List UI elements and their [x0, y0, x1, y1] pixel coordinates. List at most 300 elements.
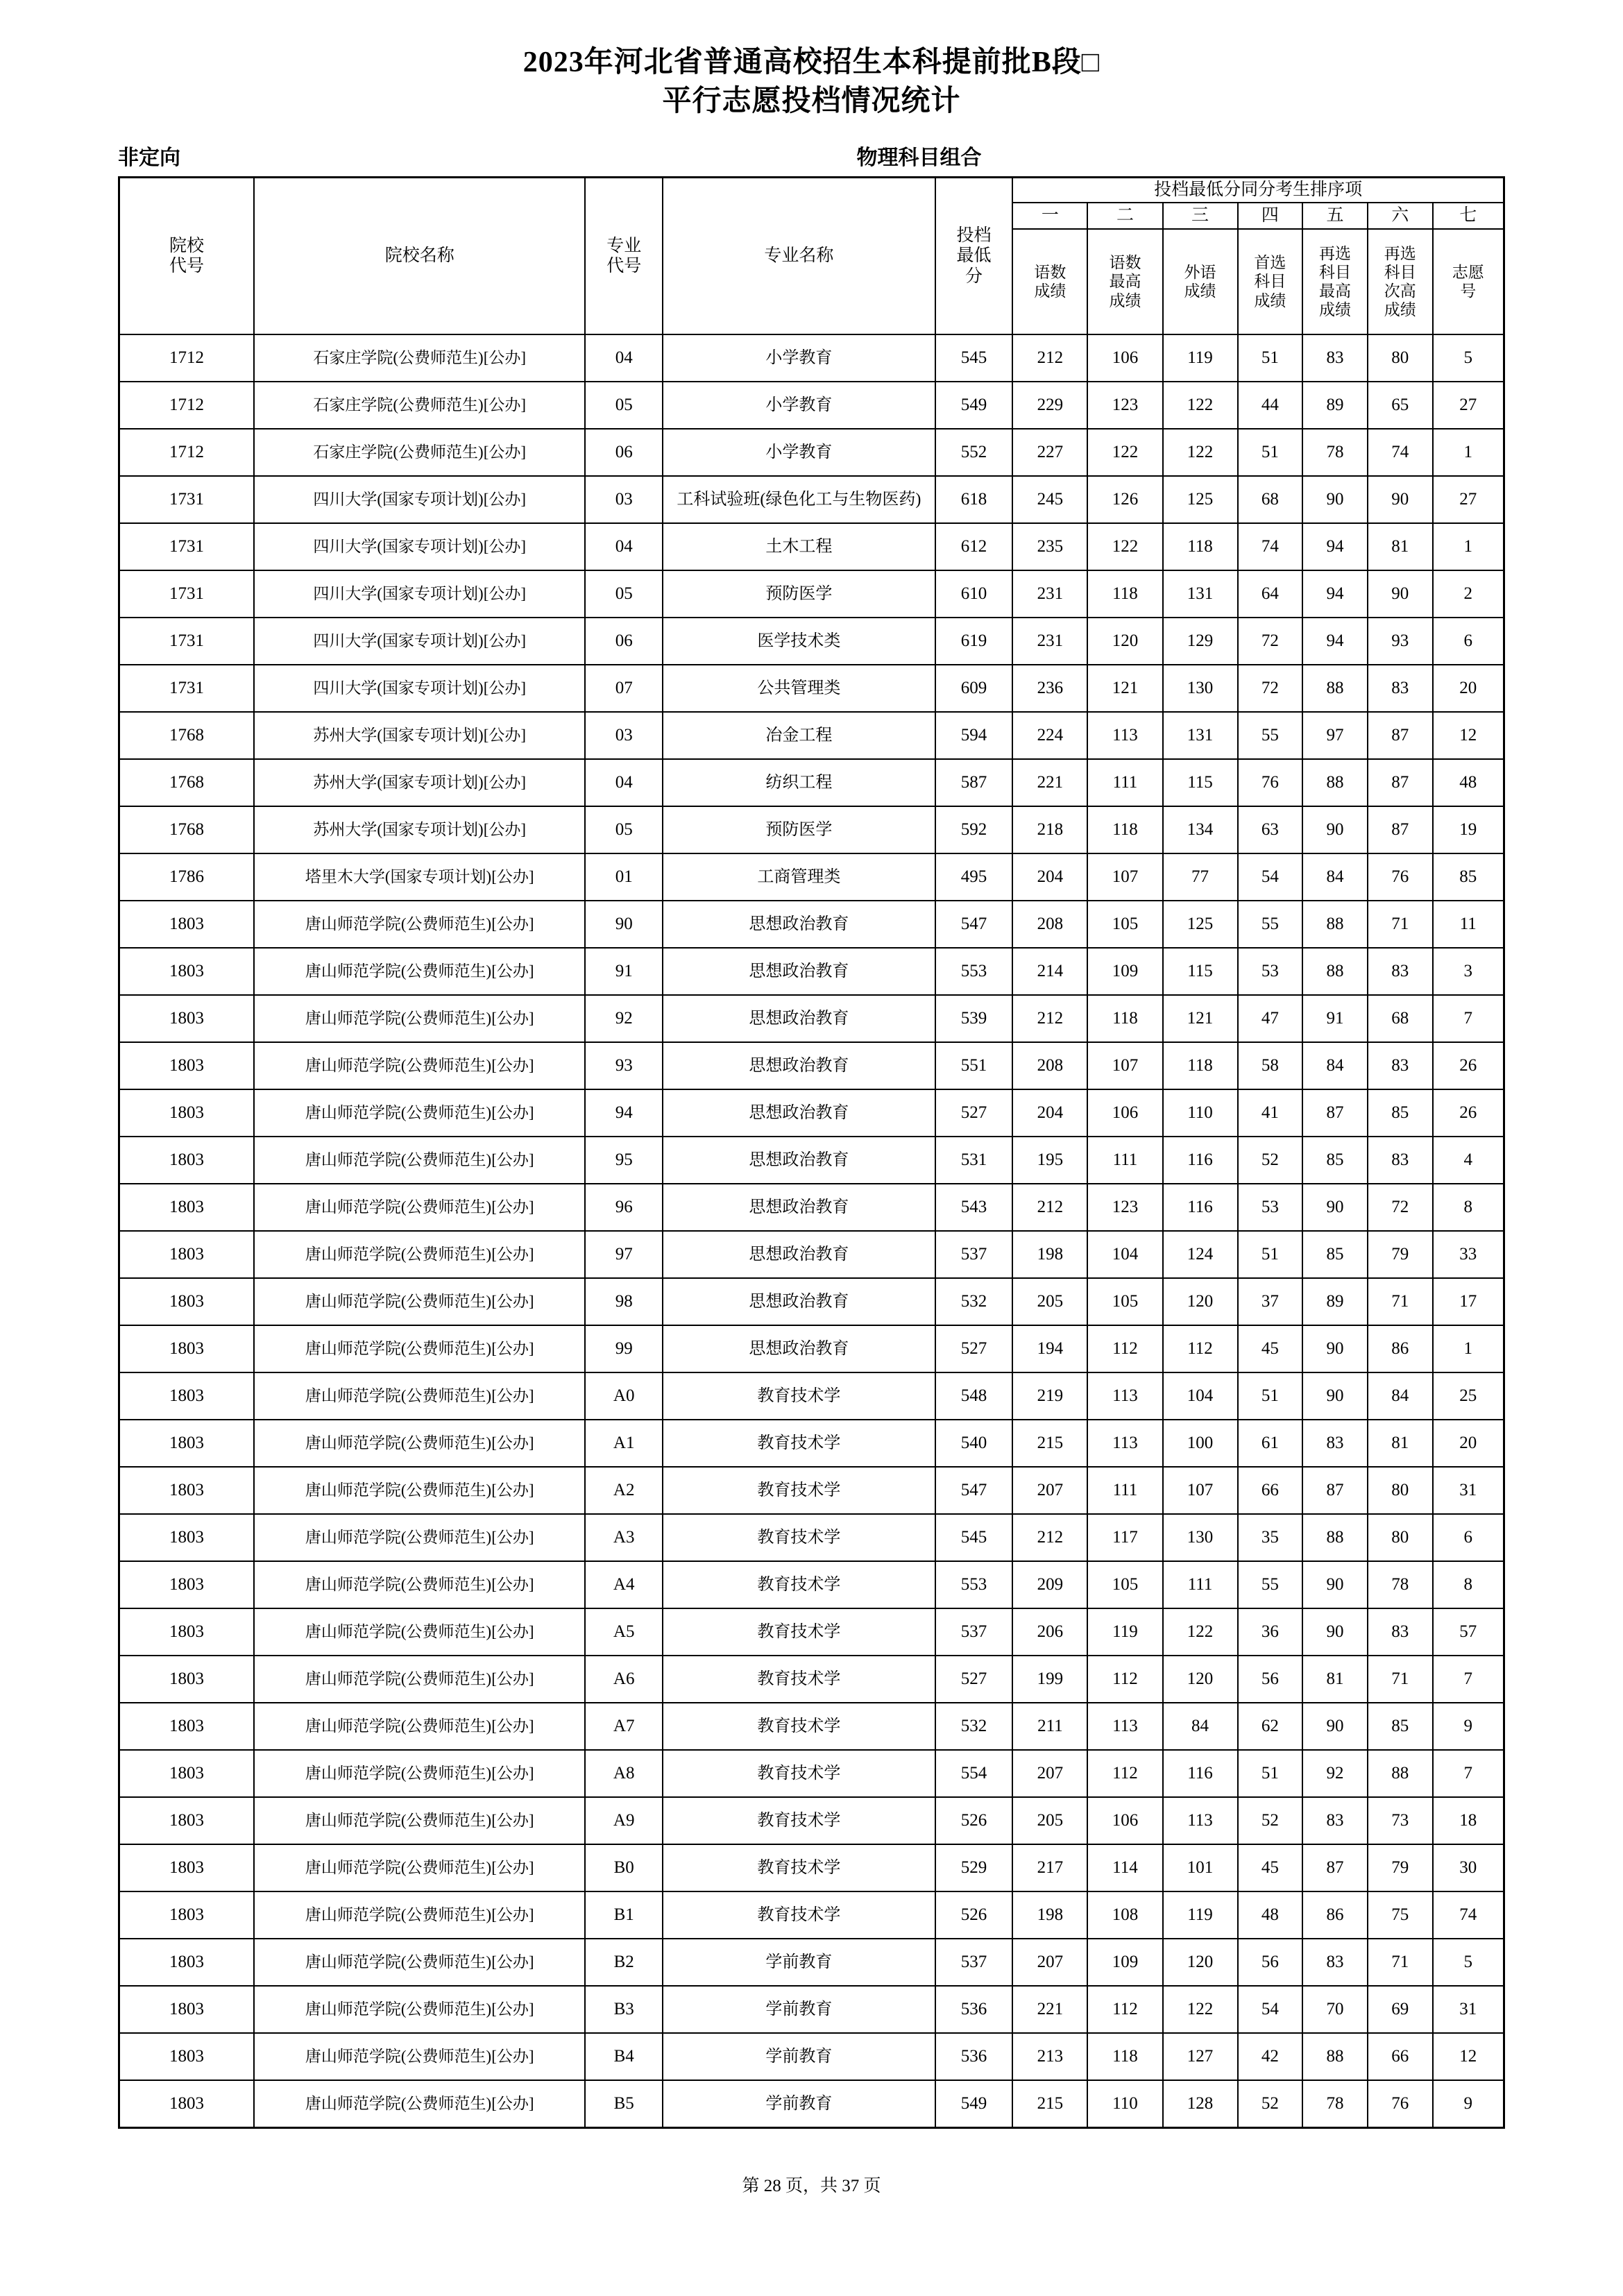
cell-major-name: 工商管理类 — [663, 853, 935, 901]
min-score-line-2: 最低 — [956, 246, 992, 266]
cell-school-code: 1768 — [119, 806, 255, 853]
cell-volunteer-number: 48 — [1433, 759, 1504, 806]
cell-first-choice-subject-score: 41 — [1238, 1089, 1303, 1137]
cell-min-score: 527 — [935, 1325, 1013, 1372]
cell-first-choice-subject-score: 45 — [1238, 1844, 1303, 1891]
cell-first-choice-subject-score: 51 — [1238, 334, 1303, 382]
cell-school-name: 唐山师范学院(公费师范生)[公办] — [254, 901, 585, 948]
cell-chinese-math-highest: 112 — [1087, 1986, 1162, 2033]
cell-volunteer-number: 27 — [1433, 382, 1504, 429]
cell-first-choice-subject-score: 54 — [1238, 1986, 1303, 2033]
cell-min-score: 545 — [935, 334, 1013, 382]
cell-min-score: 610 — [935, 570, 1013, 618]
cell-reselect-subject-second: 65 — [1368, 382, 1433, 429]
col-header-rank-2: 二 — [1087, 203, 1162, 229]
cell-school-code: 1803 — [119, 1939, 255, 1986]
cell-chinese-math-highest: 106 — [1087, 1089, 1162, 1137]
cell-min-score: 553 — [935, 1561, 1013, 1608]
cell-school-code: 1768 — [119, 712, 255, 759]
cell-chinese-math-score: 221 — [1012, 759, 1087, 806]
cell-school-code: 1803 — [119, 901, 255, 948]
cell-reselect-subject-second: 83 — [1368, 948, 1433, 995]
cell-volunteer-number: 6 — [1433, 1514, 1504, 1561]
cell-reselect-subject-second: 90 — [1368, 476, 1433, 523]
cell-major-name: 小学教育 — [663, 334, 935, 382]
cell-school-code: 1803 — [119, 1137, 255, 1184]
cell-school-name: 唐山师范学院(公费师范生)[公办] — [254, 1467, 585, 1514]
cell-chinese-math-score: 207 — [1012, 1939, 1087, 1986]
cell-first-choice-subject-score: 51 — [1238, 1750, 1303, 1797]
page-title — [118, 0, 1505, 121]
cell-school-name: 石家庄学院(公费师范生)[公办] — [254, 429, 585, 476]
cell-chinese-math-highest: 114 — [1087, 1844, 1162, 1891]
col-header-foreign-language-score: 外语 成绩 — [1163, 229, 1238, 334]
col-header-rank-6: 六 — [1368, 203, 1433, 229]
cell-chinese-math-score: 199 — [1012, 1656, 1087, 1703]
cell-major-name: 思想政治教育 — [663, 1089, 935, 1137]
cell-reselect-subject-second: 87 — [1368, 712, 1433, 759]
cell-chinese-math-score: 224 — [1012, 712, 1087, 759]
cell-major-code: 91 — [585, 948, 663, 995]
cell-first-choice-subject-score: 52 — [1238, 1137, 1303, 1184]
cell-chinese-math-highest: 106 — [1087, 1797, 1162, 1844]
cell-reselect-subject-highest: 88 — [1302, 759, 1368, 806]
col-header-rank-1: 一 — [1012, 203, 1087, 229]
cell-reselect-subject-second: 73 — [1368, 1797, 1433, 1844]
cell-foreign-language-score: 118 — [1163, 1042, 1238, 1089]
cell-school-code: 1803 — [119, 2033, 255, 2080]
cell-reselect-subject-second: 71 — [1368, 1278, 1433, 1325]
cell-chinese-math-score: 198 — [1012, 1891, 1087, 1939]
cell-volunteer-number: 7 — [1433, 1656, 1504, 1703]
cell-chinese-math-score: 211 — [1012, 1703, 1087, 1750]
cell-volunteer-number: 5 — [1433, 1939, 1504, 1986]
cell-reselect-subject-highest: 84 — [1302, 853, 1368, 901]
admission-score-table — [118, 176, 1505, 2129]
cell-foreign-language-score: 129 — [1163, 618, 1238, 665]
cell-first-choice-subject-score: 55 — [1238, 901, 1303, 948]
cell-chinese-math-score: 231 — [1012, 570, 1087, 618]
table-row — [119, 382, 1504, 429]
table-row — [119, 429, 1504, 476]
cell-chinese-math-score: 207 — [1012, 1750, 1087, 1797]
cell-first-choice-subject-score: 55 — [1238, 712, 1303, 759]
cell-foreign-language-score: 118 — [1163, 523, 1238, 570]
cell-first-choice-subject-score: 42 — [1238, 2033, 1303, 2080]
cell-major-code: A1 — [585, 1420, 663, 1467]
cell-foreign-language-score: 130 — [1163, 665, 1238, 712]
cell-foreign-language-score: 119 — [1163, 334, 1238, 382]
cell-reselect-subject-highest: 83 — [1302, 1797, 1368, 1844]
cell-first-choice-subject-score: 62 — [1238, 1703, 1303, 1750]
cell-reselect-subject-second: 72 — [1368, 1184, 1433, 1231]
cell-major-code: A0 — [585, 1372, 663, 1420]
cell-reselect-subject-second: 76 — [1368, 2080, 1433, 2127]
table-row — [119, 618, 1504, 665]
cell-chinese-math-score: 213 — [1012, 2033, 1087, 2080]
table-row — [119, 1089, 1504, 1137]
cell-min-score: 545 — [935, 1514, 1013, 1561]
cell-min-score: 619 — [935, 618, 1013, 665]
col-header-school-code — [119, 178, 255, 335]
cell-reselect-subject-highest: 70 — [1302, 1986, 1368, 2033]
cell-chinese-math-score: 215 — [1012, 2080, 1087, 2127]
cell-foreign-language-score: 110 — [1163, 1089, 1238, 1137]
cell-chinese-math-score: 212 — [1012, 1184, 1087, 1231]
cell-reselect-subject-highest: 90 — [1302, 1184, 1368, 1231]
cell-major-name: 思想政治教育 — [663, 995, 935, 1042]
cell-first-choice-subject-score: 76 — [1238, 759, 1303, 806]
subtitle-subject-group: 物理科目组合 — [856, 146, 982, 169]
cell-school-code: 1731 — [119, 618, 255, 665]
subtitle-non-directional: 非定向 — [118, 146, 180, 169]
cell-volunteer-number: 30 — [1433, 1844, 1504, 1891]
col-header-chinese-math-highest: 语数 最高 成绩 — [1087, 229, 1162, 334]
cell-school-name: 苏州大学(国家专项计划)[公办] — [254, 759, 585, 806]
cell-volunteer-number: 7 — [1433, 995, 1504, 1042]
cell-volunteer-number: 12 — [1433, 2033, 1504, 2080]
cell-chinese-math-highest: 118 — [1087, 995, 1162, 1042]
cell-reselect-subject-highest: 90 — [1302, 1608, 1368, 1656]
cell-volunteer-number: 4 — [1433, 1137, 1504, 1184]
cell-chinese-math-score: 212 — [1012, 995, 1087, 1042]
cell-volunteer-number: 9 — [1433, 2080, 1504, 2127]
cell-reselect-subject-second: 84 — [1368, 1372, 1433, 1420]
cell-min-score: 526 — [935, 1891, 1013, 1939]
cell-major-name: 教育技术学 — [663, 1561, 935, 1608]
cell-major-code: 93 — [585, 1042, 663, 1089]
cell-major-code: A4 — [585, 1561, 663, 1608]
cell-volunteer-number: 25 — [1433, 1372, 1504, 1420]
cell-min-score: 548 — [935, 1372, 1013, 1420]
cell-school-name: 唐山师范学院(公费师范生)[公办] — [254, 1278, 585, 1325]
cell-school-code: 1803 — [119, 1797, 255, 1844]
cell-first-choice-subject-score: 51 — [1238, 429, 1303, 476]
cell-major-code: 96 — [585, 1184, 663, 1231]
cell-chinese-math-highest: 113 — [1087, 1372, 1162, 1420]
cell-chinese-math-highest: 105 — [1087, 901, 1162, 948]
cell-min-score: 527 — [935, 1089, 1013, 1137]
cell-reselect-subject-highest: 90 — [1302, 806, 1368, 853]
cell-chinese-math-score: 204 — [1012, 1089, 1087, 1137]
table-row — [119, 995, 1504, 1042]
cell-major-code: 07 — [585, 665, 663, 712]
cell-school-code: 1803 — [119, 1042, 255, 1089]
cell-major-name: 土木工程 — [663, 523, 935, 570]
cell-reselect-subject-highest: 83 — [1302, 334, 1368, 382]
cell-foreign-language-score: 128 — [1163, 2080, 1238, 2127]
cell-volunteer-number: 1 — [1433, 1325, 1504, 1372]
cell-major-code: A2 — [585, 1467, 663, 1514]
cell-reselect-subject-highest: 89 — [1302, 382, 1368, 429]
cell-min-score: 536 — [935, 1986, 1013, 2033]
cell-reselect-subject-second: 80 — [1368, 334, 1433, 382]
subtitle-row — [118, 139, 1505, 171]
cell-chinese-math-highest: 112 — [1087, 1656, 1162, 1703]
table-row — [119, 2080, 1504, 2127]
cell-first-choice-subject-score: 51 — [1238, 1231, 1303, 1278]
cell-reselect-subject-highest: 78 — [1302, 429, 1368, 476]
cell-major-code: 05 — [585, 570, 663, 618]
cell-min-score: 537 — [935, 1231, 1013, 1278]
cell-reselect-subject-highest: 83 — [1302, 1939, 1368, 1986]
cell-major-name: 小学教育 — [663, 429, 935, 476]
table-row — [119, 712, 1504, 759]
cell-reselect-subject-highest: 88 — [1302, 901, 1368, 948]
cell-foreign-language-score: 134 — [1163, 806, 1238, 853]
table-row — [119, 1278, 1504, 1325]
cell-foreign-language-score: 127 — [1163, 2033, 1238, 2080]
cell-school-name: 苏州大学(国家专项计划)[公办] — [254, 712, 585, 759]
cell-reselect-subject-second: 83 — [1368, 665, 1433, 712]
cell-chinese-math-highest: 118 — [1087, 2033, 1162, 2080]
cell-min-score: 587 — [935, 759, 1013, 806]
cell-reselect-subject-second: 79 — [1368, 1231, 1433, 1278]
cell-first-choice-subject-score: 63 — [1238, 806, 1303, 853]
cell-min-score: 547 — [935, 1467, 1013, 1514]
cell-first-choice-subject-score: 56 — [1238, 1939, 1303, 1986]
cell-foreign-language-score: 101 — [1163, 1844, 1238, 1891]
cell-major-name: 思想政治教育 — [663, 1325, 935, 1372]
cell-volunteer-number: 20 — [1433, 1420, 1504, 1467]
cell-volunteer-number: 26 — [1433, 1089, 1504, 1137]
cell-major-code: 97 — [585, 1231, 663, 1278]
cell-chinese-math-highest: 108 — [1087, 1891, 1162, 1939]
cell-school-code: 1768 — [119, 759, 255, 806]
cell-school-code: 1803 — [119, 995, 255, 1042]
cell-reselect-subject-highest: 81 — [1302, 1656, 1368, 1703]
cell-reselect-subject-second: 75 — [1368, 1891, 1433, 1939]
cell-major-name: 思想政治教育 — [663, 1137, 935, 1184]
cell-first-choice-subject-score: 56 — [1238, 1656, 1303, 1703]
cell-foreign-language-score: 122 — [1163, 1986, 1238, 2033]
cell-reselect-subject-highest: 91 — [1302, 995, 1368, 1042]
cell-foreign-language-score: 112 — [1163, 1325, 1238, 1372]
cell-major-code: B3 — [585, 1986, 663, 2033]
cell-foreign-language-score: 113 — [1163, 1797, 1238, 1844]
table-row — [119, 1891, 1504, 1939]
col-header-rank-4: 四 — [1238, 203, 1303, 229]
cell-reselect-subject-highest: 94 — [1302, 523, 1368, 570]
cell-volunteer-number: 2 — [1433, 570, 1504, 618]
page-title-line-1: 2023年河北省普通高校招生本科提前批B段□ — [522, 46, 1101, 78]
table-row — [119, 1514, 1504, 1561]
cell-school-name: 唐山师范学院(公费师范生)[公办] — [254, 1939, 585, 1986]
cell-school-name: 四川大学(国家专项计划)[公办] — [254, 523, 585, 570]
cell-school-name: 唐山师范学院(公费师范生)[公办] — [254, 1325, 585, 1372]
cell-volunteer-number: 3 — [1433, 948, 1504, 995]
cell-chinese-math-score: 235 — [1012, 523, 1087, 570]
cell-reselect-subject-second: 71 — [1368, 901, 1433, 948]
cell-major-code: 06 — [585, 618, 663, 665]
cell-major-name: 教育技术学 — [663, 1514, 935, 1561]
cell-chinese-math-score: 206 — [1012, 1608, 1087, 1656]
cell-school-name: 唐山师范学院(公费师范生)[公办] — [254, 1184, 585, 1231]
cell-major-code: 03 — [585, 712, 663, 759]
table-row — [119, 948, 1504, 995]
cell-reselect-subject-second: 90 — [1368, 570, 1433, 618]
cell-volunteer-number: 5 — [1433, 334, 1504, 382]
cell-foreign-language-score: 119 — [1163, 1891, 1238, 1939]
cell-school-name: 唐山师范学院(公费师范生)[公办] — [254, 1089, 585, 1137]
cell-major-name: 思想政治教育 — [663, 1278, 935, 1325]
cell-chinese-math-score: 231 — [1012, 618, 1087, 665]
cell-min-score: 531 — [935, 1137, 1013, 1184]
cell-reselect-subject-highest: 90 — [1302, 1561, 1368, 1608]
cell-reselect-subject-highest: 88 — [1302, 2033, 1368, 2080]
cell-first-choice-subject-score: 58 — [1238, 1042, 1303, 1089]
cell-school-code: 1803 — [119, 1656, 255, 1703]
cell-foreign-language-score: 122 — [1163, 1608, 1238, 1656]
cell-chinese-math-score: 214 — [1012, 948, 1087, 995]
cell-school-code: 1712 — [119, 429, 255, 476]
cell-chinese-math-highest: 110 — [1087, 2080, 1162, 2127]
cell-min-score: 552 — [935, 429, 1013, 476]
cell-volunteer-number: 1 — [1433, 429, 1504, 476]
cell-first-choice-subject-score: 52 — [1238, 2080, 1303, 2127]
cell-major-code: 01 — [585, 853, 663, 901]
cell-min-score: 549 — [935, 2080, 1013, 2127]
cell-school-name: 唐山师范学院(公费师范生)[公办] — [254, 1891, 585, 1939]
cell-volunteer-number: 1 — [1433, 523, 1504, 570]
cell-foreign-language-score: 125 — [1163, 901, 1238, 948]
cell-major-name: 思想政治教育 — [663, 1042, 935, 1089]
cell-major-name: 教育技术学 — [663, 1844, 935, 1891]
cell-major-code: A3 — [585, 1514, 663, 1561]
cell-chinese-math-highest: 126 — [1087, 476, 1162, 523]
cell-chinese-math-score: 236 — [1012, 665, 1087, 712]
table-row — [119, 1184, 1504, 1231]
cell-first-choice-subject-score: 74 — [1238, 523, 1303, 570]
cell-volunteer-number: 12 — [1433, 712, 1504, 759]
cell-reselect-subject-highest: 87 — [1302, 1467, 1368, 1514]
table-row — [119, 334, 1504, 382]
cell-school-name: 四川大学(国家专项计划)[公办] — [254, 618, 585, 665]
cell-first-choice-subject-score: 53 — [1238, 948, 1303, 995]
cell-min-score: 618 — [935, 476, 1013, 523]
min-score-line-1: 投档 — [956, 226, 992, 245]
cell-chinese-math-score: 217 — [1012, 1844, 1087, 1891]
table-row — [119, 1042, 1504, 1089]
cell-major-name: 教育技术学 — [663, 1797, 935, 1844]
cell-chinese-math-score: 229 — [1012, 382, 1087, 429]
cell-reselect-subject-second: 93 — [1368, 618, 1433, 665]
cell-reselect-subject-second: 87 — [1368, 806, 1433, 853]
cell-chinese-math-score: 218 — [1012, 806, 1087, 853]
cell-chinese-math-score: 212 — [1012, 334, 1087, 382]
cell-major-name: 思想政治教育 — [663, 1231, 935, 1278]
cell-min-score: 612 — [935, 523, 1013, 570]
cell-reselect-subject-highest: 85 — [1302, 1137, 1368, 1184]
cell-major-code: 95 — [585, 1137, 663, 1184]
cell-school-name: 唐山师范学院(公费师范生)[公办] — [254, 1372, 585, 1420]
cell-first-choice-subject-score: 68 — [1238, 476, 1303, 523]
cell-reselect-subject-second: 81 — [1368, 1420, 1433, 1467]
cell-major-code: 98 — [585, 1278, 663, 1325]
cell-foreign-language-score: 104 — [1163, 1372, 1238, 1420]
cell-min-score: 592 — [935, 806, 1013, 853]
cell-major-name: 教育技术学 — [663, 1372, 935, 1420]
col-header-volunteer-number: 志愿 号 — [1433, 229, 1504, 334]
cell-school-name: 唐山师范学院(公费师范生)[公办] — [254, 1986, 585, 2033]
cell-volunteer-number: 20 — [1433, 665, 1504, 712]
cell-foreign-language-score: 120 — [1163, 1656, 1238, 1703]
cell-foreign-language-score: 131 — [1163, 570, 1238, 618]
cell-reselect-subject-second: 85 — [1368, 1703, 1433, 1750]
cell-major-code: 04 — [585, 523, 663, 570]
cell-reselect-subject-highest: 88 — [1302, 665, 1368, 712]
table-row — [119, 806, 1504, 853]
cell-foreign-language-score: 107 — [1163, 1467, 1238, 1514]
cell-foreign-language-score: 121 — [1163, 995, 1238, 1042]
cell-first-choice-subject-score: 53 — [1238, 1184, 1303, 1231]
cell-reselect-subject-highest: 94 — [1302, 570, 1368, 618]
cell-school-code: 1803 — [119, 1372, 255, 1420]
cell-school-name: 唐山师范学院(公费师范生)[公办] — [254, 1608, 585, 1656]
cell-chinese-math-highest: 105 — [1087, 1561, 1162, 1608]
cell-min-score: 609 — [935, 665, 1013, 712]
cell-min-score: 594 — [935, 712, 1013, 759]
cell-major-code: 03 — [585, 476, 663, 523]
cell-major-name: 教育技术学 — [663, 1608, 935, 1656]
cell-volunteer-number: 31 — [1433, 1467, 1504, 1514]
cell-volunteer-number: 26 — [1433, 1042, 1504, 1089]
table-row — [119, 1467, 1504, 1514]
cell-chinese-math-highest: 112 — [1087, 1325, 1162, 1372]
cell-foreign-language-score: 115 — [1163, 759, 1238, 806]
table-row — [119, 523, 1504, 570]
cell-major-name: 医学技术类 — [663, 618, 935, 665]
cell-reselect-subject-highest: 88 — [1302, 948, 1368, 995]
cell-first-choice-subject-score: 48 — [1238, 1891, 1303, 1939]
cell-school-code: 1712 — [119, 334, 255, 382]
cell-chinese-math-highest: 120 — [1087, 618, 1162, 665]
cell-volunteer-number: 31 — [1433, 1986, 1504, 2033]
cell-volunteer-number: 74 — [1433, 1891, 1504, 1939]
col-header-reselect-subject-highest: 再选 科目 最高 成绩 — [1302, 229, 1368, 334]
cell-school-code: 1803 — [119, 1750, 255, 1797]
cell-chinese-math-score: 205 — [1012, 1278, 1087, 1325]
cell-chinese-math-score: 212 — [1012, 1514, 1087, 1561]
cell-chinese-math-highest: 119 — [1087, 1608, 1162, 1656]
cell-major-name: 学前教育 — [663, 1986, 935, 2033]
cell-school-name: 唐山师范学院(公费师范生)[公办] — [254, 948, 585, 995]
table-row — [119, 1372, 1504, 1420]
cell-chinese-math-score: 227 — [1012, 429, 1087, 476]
cell-foreign-language-score: 111 — [1163, 1561, 1238, 1608]
cell-foreign-language-score: 122 — [1163, 429, 1238, 476]
cell-school-name: 唐山师范学院(公费师范生)[公办] — [254, 1797, 585, 1844]
cell-school-name: 唐山师范学院(公费师范生)[公办] — [254, 1750, 585, 1797]
cell-school-name: 唐山师范学院(公费师范生)[公办] — [254, 995, 585, 1042]
cell-min-score: 529 — [935, 1844, 1013, 1891]
cell-volunteer-number: 8 — [1433, 1184, 1504, 1231]
cell-first-choice-subject-score: 44 — [1238, 382, 1303, 429]
cell-major-name: 思想政治教育 — [663, 948, 935, 995]
cell-foreign-language-score: 116 — [1163, 1184, 1238, 1231]
cell-first-choice-subject-score: 35 — [1238, 1514, 1303, 1561]
table-row — [119, 665, 1504, 712]
cell-reselect-subject-second: 69 — [1368, 1986, 1433, 2033]
cell-school-name: 唐山师范学院(公费师范生)[公办] — [254, 1420, 585, 1467]
cell-chinese-math-highest: 112 — [1087, 1750, 1162, 1797]
cell-reselect-subject-second: 83 — [1368, 1042, 1433, 1089]
cell-min-score: 537 — [935, 1939, 1013, 1986]
cell-major-code: B2 — [585, 1939, 663, 1986]
table-row — [119, 2033, 1504, 2080]
table-row — [119, 476, 1504, 523]
cell-major-code: A5 — [585, 1608, 663, 1656]
